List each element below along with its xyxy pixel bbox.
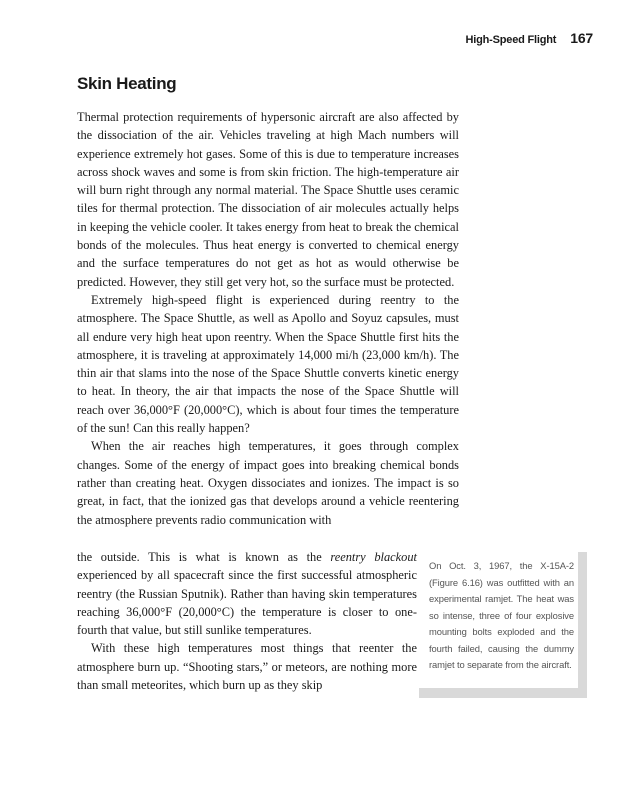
body-text-wide <box>77 108 459 529</box>
sidebar-note <box>419 552 587 698</box>
sidebar-note-text: On Oct. 3, 1967, the X-15A-2 (Figure 6.16) was outfitted with an experimental ramjet. The heat was so intense, three of four explosive mounting bolts exploded and the fourth failed, causing the dummy ramjet to separate from the aircraft. <box>429 560 574 670</box>
paragraph-complex-changes: When the air reaches high temperatures, it goes through complex changes. Some of the energy of impact goes into breaking chemical bonds rather than creating heat. Oxygen dissociates and ionizes. The impact is so great, in fact, that the ionized gas that develops around a vehicle reentering the atmosphere prevents radio communication with <box>77 439 459 527</box>
blackout-text-b: experienced by all spacecraft since the first successful atmospheric reentry (the Russian Sputnik). Rather than having skin temperatures reaching 36,000°F (20,000°C) the temperature is closer to one-fourth that value, but still sunlike temperatures. <box>77 568 417 638</box>
page-number: 167 <box>570 30 593 46</box>
blackout-text-a: the outside. This is what is known as the <box>77 550 322 564</box>
reentry-blackout-term: reentry blackout <box>330 550 417 564</box>
paragraph-reentry: Extremely high-speed flight is experienced during reentry to the atmosphere. The Space Shuttle, as well as Apollo and Soyuz capsules, must all endure very high heat upon reentry. When the Space Shuttle first hits the atmosphere, it is traveling at approximately 14,000 mi/h (23,000 km/h). The thin air that slams into the nose of the Space Shuttle converts kinetic energy to heat. In theory, the air that impacts the nose of the Space Shuttle will reach over 36,000°F (20,000°C), which is about four times the temperature of the sun! Can this really happen? <box>77 292 459 436</box>
section-title: Skin Heating <box>77 74 177 93</box>
paragraph-blackout <box>77 548 417 639</box>
body-text-narrow <box>77 548 417 694</box>
running-title: High-Speed Flight <box>465 34 557 46</box>
running-head <box>466 30 593 46</box>
paragraph-thermal-protection: Thermal protection requirements of hypersonic aircraft are also affected by the dissociation of the air. Vehicles traveling at high Mach numbers will experience extremely hot gases. Some of this is due to temperature increases across shock waves and some is from skin friction. The high-temperature air will burn right through any normal material. The Space Shuttle uses ceramic tiles for thermal protection. The dissociation of air molecules actually helps in keeping the vehicle cooler. It takes energy from heat to break the chemical bonds of the molecules. Thus heat energy is converted to chemical energy and the surface temperatures do not get as hot as would otherwise be predicted. However, they still get very hot, so the surface must be protected. <box>77 110 459 289</box>
paragraph-shooting-stars: With these high temperatures most things that reenter the atmosphere burn up. “Shooting stars,” or meteors, are nothing more than small meteorites, which burn up as they skip <box>77 641 417 693</box>
sidebar-note-panel <box>419 552 578 688</box>
